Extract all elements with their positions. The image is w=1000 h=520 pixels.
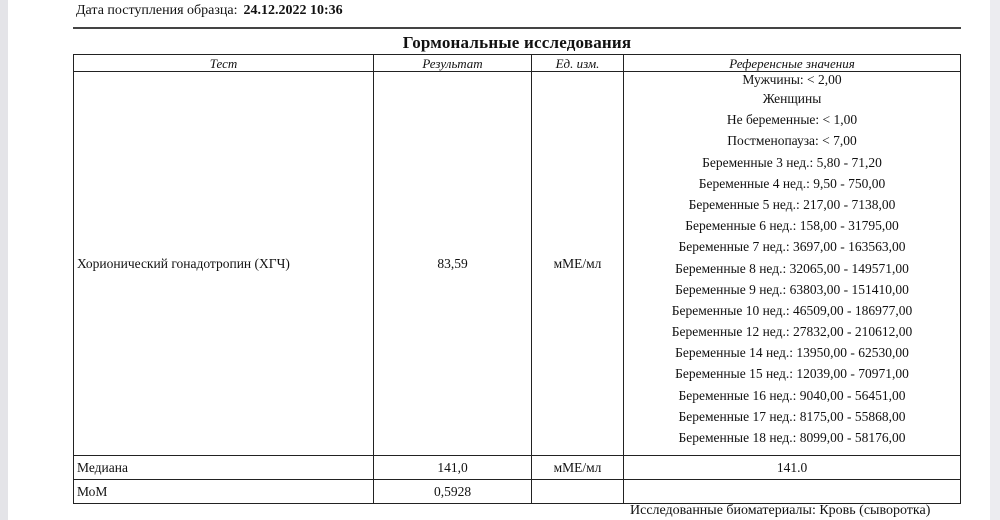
test-result: 141,0 (374, 456, 532, 480)
header-divider (73, 27, 961, 29)
sample-date-line (76, 3, 343, 19)
reference-line: Беременные 16 нед.: 9040,00 - 56451,00 (678, 387, 906, 403)
biomaterial-note: Исследованные биоматериалы: Кровь (сыворотка) (630, 503, 931, 518)
reference-line: Мужчины: < 2,00 (742, 72, 842, 87)
reference-line: Постменопауза: < 7,00 (727, 133, 857, 149)
reference-line: Беременные 7 нед.: 3697,00 - 163563,00 (678, 239, 906, 255)
reference-line: Беременные 6 нед.: 158,00 - 31795,00 (685, 218, 899, 234)
reference-line: Беременные 10 нед.: 46509,00 - 186977,00 (671, 302, 913, 318)
reference-line: Беременные 17 нед.: 8175,00 - 55868,00 (678, 408, 906, 424)
test-name: Медиана (74, 456, 374, 480)
column-header-result: Результат (374, 55, 532, 72)
reference-value: 141.0 (624, 456, 961, 480)
viewer-right-scrollbar[interactable] (990, 0, 1000, 520)
results-table (73, 54, 961, 504)
table-row-median (74, 456, 961, 480)
column-header-reference: Референсные значения (624, 55, 961, 72)
test-result: 83,59 (374, 72, 532, 456)
reference-line: Беременные 8 нед.: 32065,00 - 149571,00 (675, 260, 909, 276)
table-row-mom (74, 480, 961, 504)
test-result: 0,5928 (374, 480, 532, 504)
test-unit: мМЕ/мл (532, 72, 624, 456)
test-name: МоМ (74, 480, 374, 504)
sample-date-label: Дата поступления образца: (76, 3, 238, 18)
reference-line: Беременные 14 нед.: 13950,00 - 62530,00 (675, 345, 909, 361)
reference-line: Беременные 4 нед.: 9,50 - 750,00 (698, 175, 886, 191)
section-title: Гормональные исследования (402, 33, 632, 52)
column-header-unit: Ед. изм. (532, 55, 624, 72)
test-name: Хорионический гонадотропин (ХГЧ) (74, 72, 374, 456)
test-unit (532, 480, 624, 504)
reference-value (624, 480, 961, 504)
reference-line: Беременные 9 нед.: 63803,00 - 151410,00 (675, 281, 909, 297)
reference-line: Беременные 12 нед.: 27832,00 - 210612,00 (671, 324, 913, 340)
reference-line: Женщины (762, 91, 822, 106)
reference-line: Беременные 18 нед.: 8099,00 - 58176,00 (678, 430, 906, 445)
reference-line: Беременные 5 нед.: 217,00 - 7138,00 (688, 196, 896, 212)
test-unit: мМЕ/мл (532, 456, 624, 480)
reference-line: Беременные 15 нед.: 12039,00 - 70971,00 (675, 366, 909, 382)
reference-values (624, 72, 961, 456)
reference-line: Беременные 3 нед.: 5,80 - 71,20 (702, 154, 882, 170)
table-header-row (74, 55, 961, 72)
table-row-hcg (74, 72, 961, 456)
sample-date-value: 24.12.2022 10:36 (243, 3, 343, 18)
viewer-left-gutter (0, 0, 8, 520)
reference-line: Не беременные: < 1,00 (726, 112, 858, 128)
column-header-test: Тест (74, 55, 374, 72)
